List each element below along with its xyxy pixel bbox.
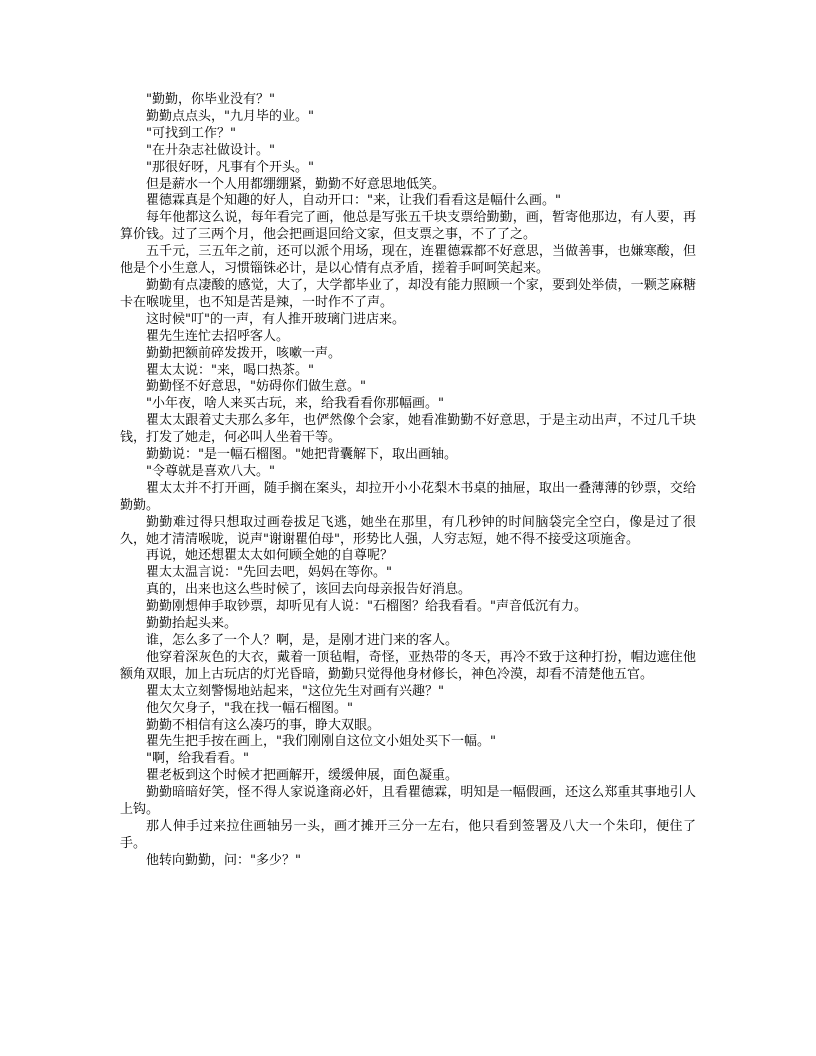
paragraph: "令尊就是喜欢八大。" [146,463,275,479]
paragraph: "小年夜，啥人来买古玩，来，给我看看你那幅画。" [146,396,444,412]
paragraph: 谁，怎么多了一个人？啊，是，是刚才进门来的客人。 [146,633,459,648]
paragraph: 但是薪水一个人用都绷绷紧，勤勤不好意思地低笑。 [146,176,446,192]
paragraph: 再说，她还想瞿太太如何顾全她的自尊呢？ [146,548,394,564]
paragraph: 他穿着深灰色的大衣，戴着一顶毡帽，奇怪，亚热带的冬天，再冷不致于这种打扮，帽边遮住他额角双眼，加上古玩店的灯光昏暗，勤勤只觉得他身材修长，神色冷漠，却看不清楚他五官。 [120,649,696,682]
paragraph: 瞿太太跟着丈夫那么多年，也俨然像个会家，她看准勤勤不好意思，于是主动出声，不过几千块钱，打发了她走，何必叫人坐着干等。 [120,413,696,446]
paragraph: 每年他都这么说，每年看完了画，他总是写张五千块支票给勤勤，画，暂寄他那边，有人要，再算价钱。过了三两个月，他会把画退回给文家，但支票之事，不了了之。 [120,210,696,243]
paragraph: 勤勤说："是一幅石榴图。"她把背囊解下，取出画轴。 [146,447,457,463]
paragraph: 瞿太太温言说："先回去吧，妈妈在等你。" [146,565,392,581]
paragraph: 五千元，三五年之前，还可以派个用场，现在，连瞿德霖都不好意思，当做善事，也嫌寒酸，但他是个小生意人，习惯锱铢必计，是以心情有点矛盾，搓着手呵呵笑起来。 [120,244,696,277]
paragraph: 真的，出来也这么些时候了，该回去向母亲报告好消息。 [146,582,472,598]
paragraph: "啊，给我看看。" [146,751,249,767]
paragraph: 瞿先生连忙去招呼客人。 [146,328,290,344]
paragraph: 勤勤暗暗好笑，怪不得人家说逢商必奸，且看瞿德霖，明知是一幅假画，还这么郑重其事地引人上钩。 [120,785,696,818]
paragraph: 勤勤把额前碎发拨开，咳嗽一声。 [146,345,342,361]
document-page [120,92,696,870]
paragraph: "勤勤，你毕业没有？" [146,92,275,107]
paragraph: 瞿太太立刻警惕地站起来，"这位先生对画有兴趣？" [146,683,444,699]
paragraph: 瞿太太并不打开画，随手搁在案头，却拉开小小花梨木书桌的抽屉，取出一叠薄薄的钞票，交给勤勤。 [120,480,696,513]
paragraph: 瞿太太说："来，喝口热茶。" [146,362,314,378]
paragraph: 这时候"叮"的一声，有人推开玻璃门进店来。 [146,311,405,327]
paragraph: 勤勤怪不好意思，"妨碍你们做生意。" [146,379,366,395]
paragraph: 瞿德霖真是个知趣的好人，自动开口："来，让我们看看这是幅什么画。" [146,193,561,209]
paragraph: "可找到工作？" [146,125,236,141]
paragraph: 勤勤点点头，"九月毕的业。" [146,108,314,124]
paragraph: "在廾杂志社做设计。" [146,142,275,158]
paragraph: "那很好呀，凡事有个开头。" [146,159,314,175]
paragraph: 瞿老板到这个时候才把画解开，缓缓伸展，面色凝重。 [146,768,459,784]
paragraph: 勤勤不相信有这么凑巧的事，睁大双眼。 [146,717,381,733]
paragraph: 勤勤难过得只想取过画卷拔足飞逃，她坐在那里，有几秒钟的时间脑袋完全空白，像是过了很久，她才清清喉咙，说声"谢谢瞿伯母"，形势比人强，人穷志短，她不得不接受这项施舍。 [120,514,696,547]
paragraph: 勤勤有点凄酸的感觉，大了，大学都毕业了，却没有能力照顾一个家，要到处举债，一颗芝麻糖卡在喉咙里，也不知是苦是辣，一时作不了声。 [120,277,696,310]
paragraph: 勤勤抬起头来。 [146,616,238,632]
paragraph: 勤勤刚想伸手取钞票，却听见有人说："石榴图？给我看看。"声音低沉有力。 [146,599,587,615]
paragraph: 瞿先生把手按在画上，"我们刚刚自这位文小姐处买下一幅。" [146,734,496,750]
paragraph: 他转向勤勤，问："多少？" [146,852,301,868]
paragraph: 他欠欠身子，"我在找一幅石榴图。" [146,700,353,716]
paragraph: 那人伸手过来拉住画轴另一头，画才摊开三分一左右，他只看到签署及八大一个朱印，便住了手。 [120,818,696,851]
